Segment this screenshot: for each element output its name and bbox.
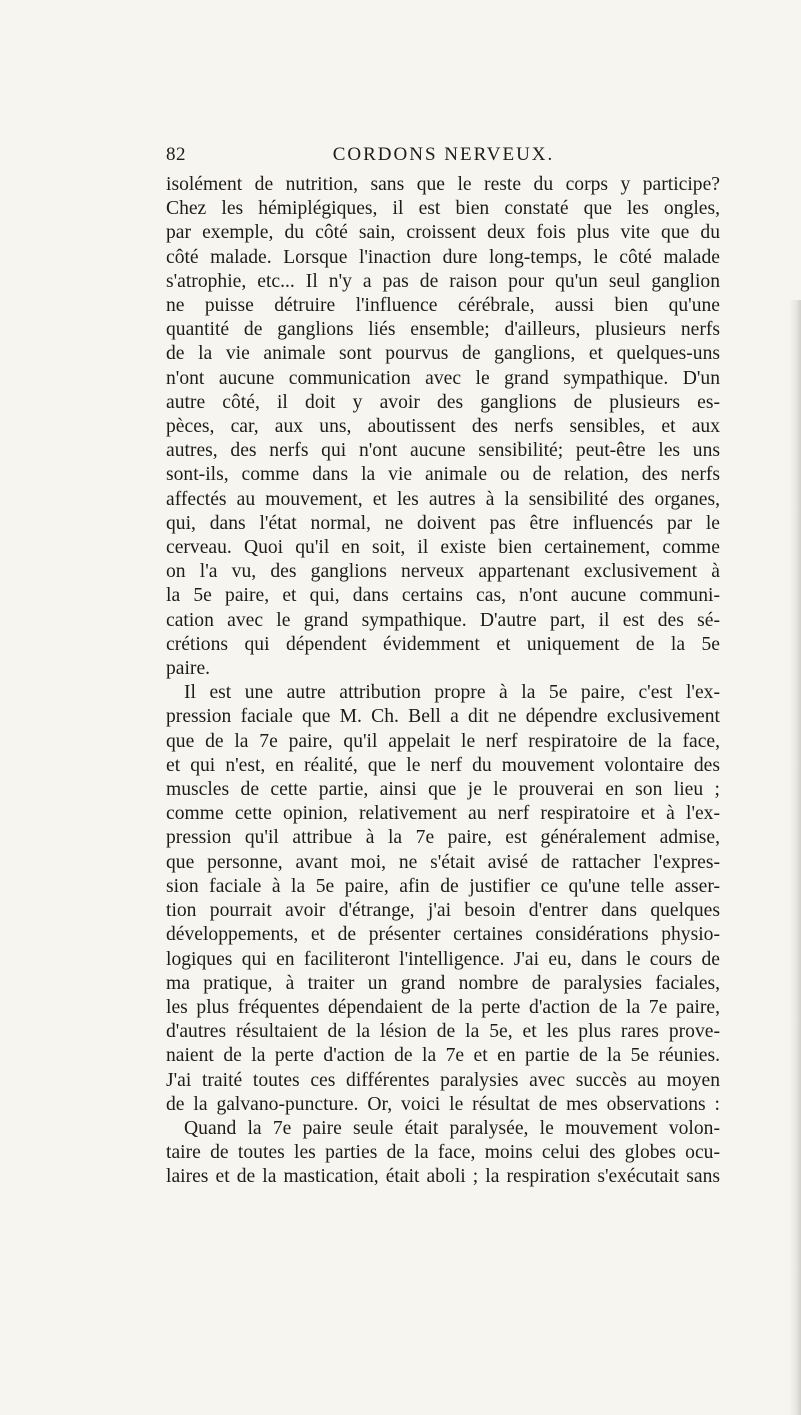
- text-line: n'ont aucune communication avec le grand sympathique. D'un: [166, 367, 720, 389]
- text-line: que personne, avant moi, ne s'était avisé de rattacher l'expres-: [166, 851, 720, 873]
- text-line: crétions qui dépendent évidemment et uniquement de la 5e: [166, 633, 720, 655]
- paragraph-start-line: Il est une autre attribution propre à la 5e paire, c'est l'ex-: [184, 682, 720, 704]
- text-line: la 5e paire, et qui, dans certains cas, n'ont aucune communi-: [166, 585, 720, 607]
- text-line: on l'a vu, des ganglions nerveux appartenant exclusivement à: [166, 561, 720, 583]
- text-line: que de la 7e paire, qu'il appelait le nerf respiratoire de la face,: [166, 730, 720, 752]
- text-line: affectés au mouvement, et les autres à la sensibilité des organes,: [166, 488, 720, 510]
- text-line: Chez les hémiplégiques, il est bien constaté que les ongles,: [166, 198, 720, 220]
- text-line: isolément de nutrition, sans que le reste du corps y participe?: [166, 174, 720, 195]
- text-line: cerveau. Quoi qu'il en soit, il existe bien certainement, comme: [166, 537, 720, 559]
- text-line: autres, des nerfs qui n'ont aucune sensibilité; peut-être les uns: [166, 440, 720, 462]
- page-edge-shadow: [789, 300, 801, 1415]
- text-line: par exemple, du côté sain, croissent deux fois plus vite que du: [166, 222, 720, 244]
- page-number: 82: [166, 144, 186, 165]
- text-line: tion pourrait avoir d'étrange, j'ai besoin d'entrer dans quelques: [166, 900, 720, 922]
- text-line: paire.: [166, 658, 211, 680]
- text-line: ma pratique, à traiter un grand nombre de paralysies faciales,: [166, 972, 720, 994]
- text-line: taire de toutes les parties de la face, moins celui des globes ocu-: [166, 1142, 720, 1164]
- text-line: cation avec le grand sympathique. D'autre part, il est des sé-: [166, 609, 720, 631]
- body-text: [166, 173, 720, 1190]
- text-line: développements, et de présenter certaines considérations physio-: [166, 924, 720, 946]
- text-line: sion faciale à la 5e paire, afin de justifier ce qu'une telle asser-: [166, 875, 720, 897]
- text-line: sont-ils, comme dans la vie animale ou de relation, des nerfs: [166, 464, 720, 486]
- text-line: muscles de cette partie, ainsi que je le prouverai en son lieu ;: [166, 779, 720, 801]
- running-title: CORDONS NERVEUX.: [332, 144, 555, 165]
- text-line: côté malade. Lorsque l'inaction dure long-temps, le côté malade: [166, 246, 720, 268]
- text-line: de la galvano-puncture. Or, voici le résultat de mes observations :: [166, 1093, 720, 1115]
- text-line: pèces, car, aux uns, aboutissent des nerfs sensibles, et aux: [166, 416, 720, 438]
- text-line: les plus fréquentes dépendaient de la perte d'action de la 7e paire,: [166, 996, 720, 1018]
- text-line: s'atrophie, etc... Il n'y a pas de raison pour qu'un seul ganglion: [166, 270, 720, 292]
- page-header: [166, 144, 721, 168]
- text-line: naient de la perte d'action de la 7e et en partie de la 5e réunies.: [166, 1045, 720, 1067]
- text-line: J'ai traité toutes ces différentes paralysies avec succès au moyen: [166, 1069, 720, 1091]
- text-line: comme cette opinion, relativement au nerf respiratoire et à l'ex-: [166, 803, 720, 825]
- text-line: logiques qui en faciliteront l'intelligence. J'ai eu, dans le cours de: [166, 948, 720, 970]
- text-line: autre côté, il doit y avoir des ganglions de plusieurs es-: [166, 391, 720, 413]
- text-line: de la vie animale sont pourvus de ganglions, et quelques-uns: [166, 343, 720, 365]
- text-line: ne puisse détruire l'influence cérébrale, aussi bien qu'une: [166, 295, 720, 317]
- paragraph-start-line: Quand la 7e paire seule était paralysée, le mouvement volon-: [184, 1117, 720, 1139]
- text-line: d'autres résultaient de la lésion de la 5e, et les plus rares prove-: [166, 1021, 720, 1043]
- text-line: quantité de ganglions liés ensemble; d'ailleurs, plusieurs nerfs: [166, 319, 720, 341]
- text-line: pression qu'il attribue à la 7e paire, est généralement admise,: [166, 827, 720, 849]
- text-line: et qui n'est, en réalité, que le nerf du mouvement volontaire des: [166, 754, 720, 776]
- text-line: laires et de la mastication, était aboli ; la respiration s'exécutait sans: [166, 1166, 720, 1188]
- text-line: pression faciale que M. Ch. Bell a dit ne dépendre exclusivement: [166, 706, 720, 728]
- text-line: qui, dans l'état normal, ne doivent pas être influencés par le: [166, 512, 720, 534]
